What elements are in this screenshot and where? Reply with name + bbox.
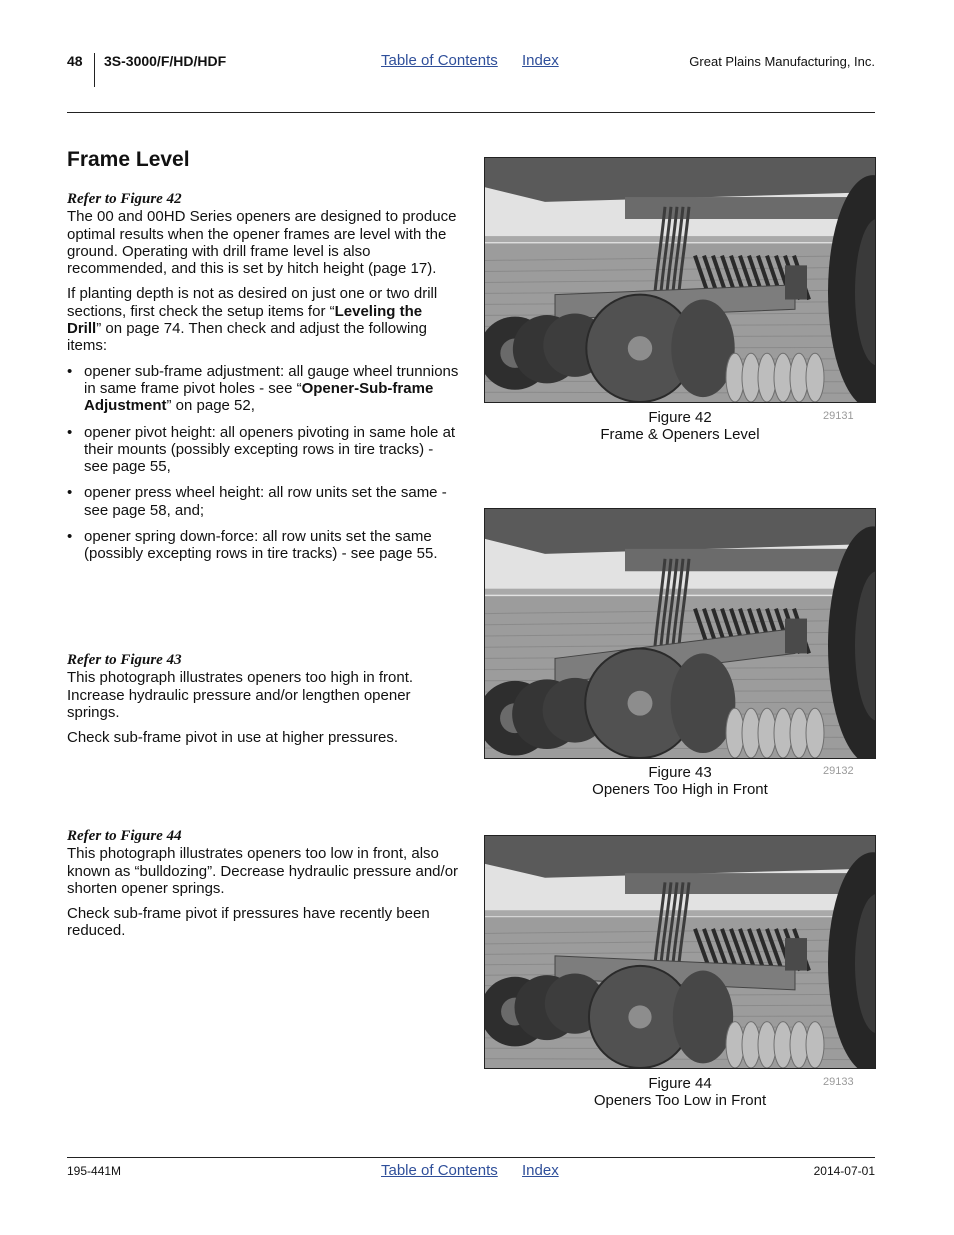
text-block-figure-43 [67,652,459,754]
figure-number: 29131 [823,410,854,422]
figure-44-photo [484,835,876,1069]
figure-caption: Openers Too Low in Front [593,1092,767,1109]
refer-to-figure-43: Refer to Figure 43 [67,652,182,668]
figure-42-photo [484,157,876,403]
footer-toc-link[interactable]: Table of Contents [381,1162,498,1179]
figure-number: 29133 [823,1076,854,1088]
text-block-figure-42 [67,191,459,572]
paragraph: The 00 and 00HD Series openers are designed to produce optimal results when the opener frames are level with the ground. Operating with drill frame level is also recommended, and this is set by hitch height (page 17). [67,208,457,278]
page-number: 48 [67,53,83,69]
paragraph: Check sub-frame pivot if pressures have recently been reduced. [67,905,430,940]
list-item: • opener sub-frame adjustment: all gauge wheel trunnions in same frame pivot holes - see “Opener-Sub-frame Adjustment” on page 52, [67,362,459,415]
figure-43-photo [484,508,876,759]
figure-caption: Frame & Openers Level [600,426,760,443]
figure-43-caption [484,764,876,798]
header-index-link[interactable]: Index [522,52,559,69]
figure-42-caption [484,409,876,443]
paragraph: This photograph illustrates openers too low in front, also known as “bulldozing”. Decrease hydraulic pressure and/or shorten opener springs. [67,845,459,897]
figure-number: 29132 [823,765,854,777]
figure-label: Figure 43 [648,764,712,781]
figure-label: Figure 42 [648,409,712,426]
section-title: Frame Level [67,148,190,171]
figure-caption: Openers Too High in Front [592,781,768,798]
paragraph: Check sub-frame pivot in use at higher pressures. [67,729,398,747]
publication-date: 2014-07-01 [813,1164,875,1178]
list-item: • opener press wheel height: all row units set the same - see page 58, and; [67,484,447,519]
header-divider [94,53,95,87]
header-rule [67,112,875,113]
paragraph: If planting depth is not as desired on just one or two drill sections, first check the setup items for “Leveling the Drill” on page 74. Then check and adjust the following items: [67,285,438,355]
footer-rule [67,1157,875,1158]
list-item: • opener pivot height: all openers pivoting in same hole at their mounts (possibly excepting rows in tire tracks) - see page 55, [67,423,456,476]
refer-to-figure-42: Refer to Figure 42 [67,191,182,207]
list-item: • opener spring down-force: all row units set the same (possibly excepting rows in tire tracks) - see page 55. [67,528,438,563]
figure-label: Figure 44 [648,1075,712,1092]
text-block-figure-44 [67,828,459,948]
footer-index-link[interactable]: Index [522,1162,559,1179]
document-number: 195-441M [67,1164,122,1178]
model-name: 3S-3000/F/HD/HDF [104,53,227,69]
header-toc-link[interactable]: Table of Contents [381,52,498,69]
refer-to-figure-44: Refer to Figure 44 [67,828,182,844]
company-name: Great Plains Manufacturing, Inc. [689,54,875,69]
paragraph: This photograph illustrates openers too high in front. Increase hydraulic pressure and/or lengthen opener springs. [67,669,414,721]
figure-44-caption [484,1075,876,1109]
